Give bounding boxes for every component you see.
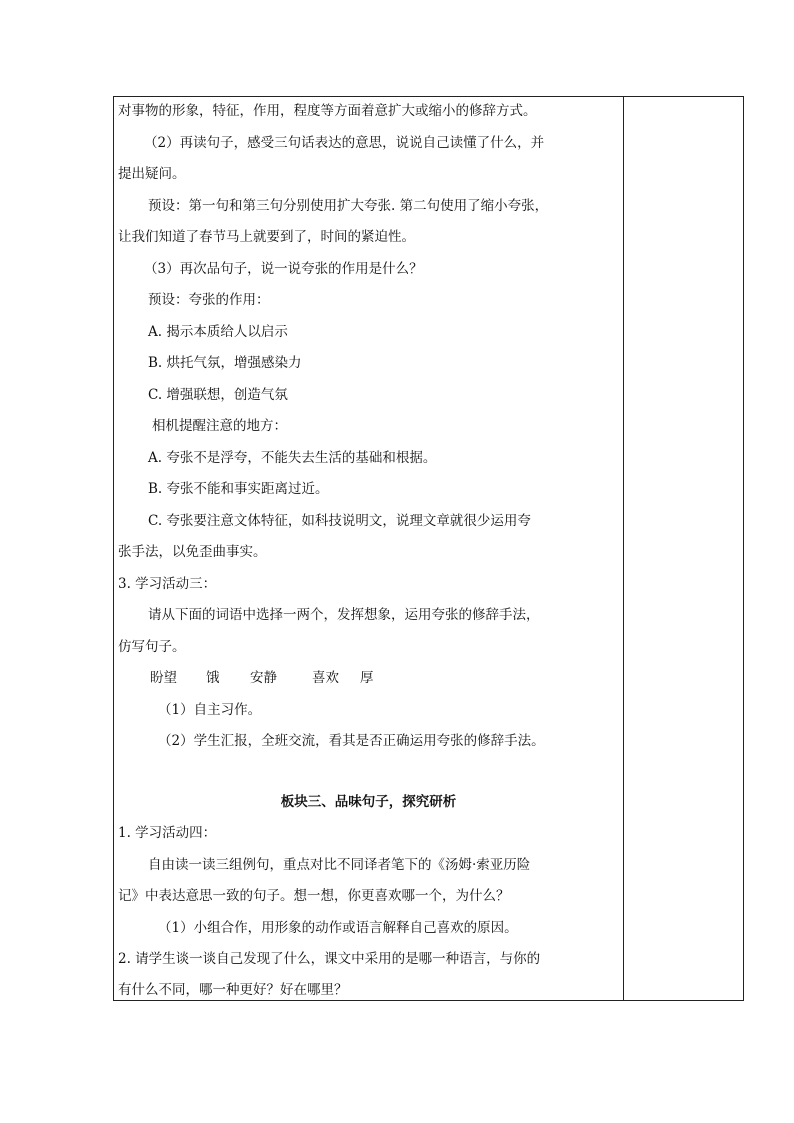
word-1: 盼望 [150,670,177,686]
text-line-19: （1）自主习作。 [158,702,262,718]
text-line-10: C. 增强联想，创造气氛 [148,387,288,403]
text-line-7: 预设：夸张的作用： [148,292,270,308]
text-line-24: （1）小组合作，用形象的动作或语言解释自己喜欢的原因。 [158,920,518,936]
text-line-6: （3）再次品句子，说一说夸张的作用是什么？ [144,261,423,277]
text-line-11: 相机提醒注意的地方： [152,418,287,434]
text-line-4: 预设：第一句和第三句分别使用扩大夸张. 第二句使用了缩小夸张， [148,198,549,214]
text-line-23: 记》中表达意思一致的句子。想一想，你更喜欢哪一个，为什么？ [118,888,510,904]
text-line-3: 提出疑问。 [118,166,186,182]
text-line-18: 仿写句子。 [118,639,186,655]
word-list [150,668,374,688]
text-line-2: （2）再读句子，感受三句话表达的意思，说说自己读懂了什么，并 [144,135,545,151]
text-line-26: 有什么不同，哪一种更好？好在哪里？ [118,982,348,998]
text-line-1: 对事物的形象，特征，作用，程度等方面着意扩大或缩小的修辞方式。 [118,103,537,119]
text-line-15: 张手法，以免歪曲事实。 [118,544,267,560]
word-4: 喜欢 [312,670,339,686]
lesson-table [113,96,744,1001]
text-line-16: 3. 学习活动三： [118,576,217,592]
text-line-20: （2）学生汇报，全班交流，看其是否正确运用夸张的修辞手法。 [158,733,545,749]
text-line-9: B. 烘托气氛，增强感染力 [148,355,302,371]
text-line-8: A. 揭示本质给人以启示 [148,324,288,340]
text-line-13: B. 夸张不能和事实距离过近。 [148,481,329,497]
section-title: 板块三、品味句子，探究研析 [280,794,457,810]
text-line-22: 自由读一读三组例句，重点对比不同译者笔下的《汤姆·索亚历险 [148,857,531,873]
column-divider [623,97,624,1000]
text-line-14: C. 夸张要注意文体特征，如科技说明文，说理文章就很少运用夸 [148,513,531,529]
word-5: 厚 [360,670,374,686]
word-3: 安静 [250,670,277,686]
text-line-5: 让我们知道了春节马上就要到了，时间的紧迫性。 [118,229,415,245]
text-line-25: 2. 请学生谈一谈自己发现了什么，课文中采用的是哪一种语言，与你的 [118,951,541,967]
text-line-12: A. 夸张不是浮夸，不能失去生活的基础和根据。 [148,450,437,466]
word-2: 饿 [206,670,220,686]
text-line-17: 请从下面的词语中选择一两个，发挥想象，运用夸张的修辞手法， [148,607,540,623]
text-line-21: 1. 学习活动四： [118,825,217,841]
